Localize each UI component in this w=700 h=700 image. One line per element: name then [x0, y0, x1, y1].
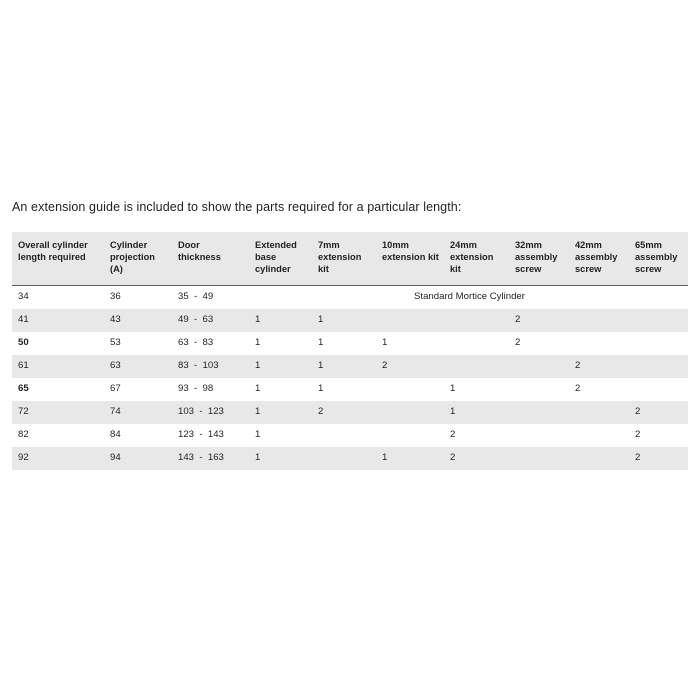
cell-7mm-extension-kit: 2 [318, 406, 324, 418]
door-thickness-range: 49 - 63 [178, 314, 214, 326]
column-header-7mm-extension-kit: 7mm extension kit [312, 232, 376, 285]
table-row [12, 309, 688, 332]
cell-overall-length: 61 [18, 360, 29, 372]
table-row [12, 332, 688, 355]
cell-overall-length: 82 [18, 429, 29, 441]
cell-65mm-assembly-screw: 2 [635, 406, 641, 418]
table-row [12, 285, 688, 309]
column-header-cylinder-projection: Cylinder projection (A) [104, 232, 172, 285]
cell-extended-base-cylinder: 1 [255, 429, 261, 441]
cell-overall-length: 65 [18, 383, 29, 395]
cell-10mm-extension-kit: 1 [382, 452, 388, 464]
cell-32mm-assembly-screw [509, 378, 569, 401]
cell-24mm-extension-kit [444, 355, 509, 378]
cell-65mm-assembly-screw: 2 [635, 452, 641, 464]
door-thickness-range: 83 - 103 [178, 360, 219, 372]
cell-extended-base-cylinder: 1 [255, 360, 261, 372]
cell-7mm-extension-kit: 1 [318, 360, 324, 372]
table-body [12, 285, 688, 470]
cell-7mm-extension-kit: 1 [318, 337, 324, 349]
cell-standard-mortice-note: Standard Mortice Cylinder [414, 291, 525, 303]
intro-paragraph: An extension guide is included to show the parts required for a particular length: [12, 200, 462, 214]
column-header-24mm-extension-kit: 24mm extension kit [444, 232, 509, 285]
cell-door-thickness [172, 285, 249, 309]
cell-cylinder-projection: 67 [110, 383, 121, 395]
table-row [12, 447, 688, 470]
column-header-overall-length: Overall cylinder length required [12, 232, 104, 285]
cell-24mm-extension-kit: 1 [450, 383, 456, 395]
cell-42mm-assembly-screw [569, 424, 629, 447]
column-header-32mm-assembly-screw: 32mm assembly screw [509, 232, 569, 285]
cell-7mm-extension-kit [312, 424, 376, 447]
cell-42mm-assembly-screw: 2 [575, 383, 581, 395]
cell-10mm-extension-kit [376, 309, 444, 332]
cell-24mm-extension-kit: 1 [450, 406, 456, 418]
cell-door-thickness [172, 401, 249, 424]
door-thickness-range: 143 - 163 [178, 452, 224, 464]
cell-door-thickness [172, 378, 249, 401]
door-thickness-range: 35 - 49 [178, 291, 214, 303]
cell-door-thickness [172, 424, 249, 447]
cell-cylinder-projection: 84 [110, 429, 121, 441]
cell-7mm-extension-kit: 1 [318, 314, 324, 326]
cell-door-thickness [172, 447, 249, 470]
cell-extended-base-cylinder: 1 [255, 383, 261, 395]
cell-cylinder-projection: 94 [110, 452, 121, 464]
cell-cylinder-projection: 63 [110, 360, 121, 372]
cell-extended-base-cylinder: 1 [255, 337, 261, 349]
cell-32mm-assembly-screw: 2 [515, 337, 521, 349]
table-row [12, 401, 688, 424]
cell-65mm-assembly-screw: 2 [635, 429, 641, 441]
cell-overall-length: 72 [18, 406, 29, 418]
cell-extended-base-cylinder: 1 [255, 314, 261, 326]
cell-overall-length: 92 [18, 452, 29, 464]
table-row [12, 378, 688, 401]
cell-cylinder-projection: 36 [110, 291, 121, 303]
column-header-65mm-assembly-screw: 65mm assembly screw [629, 232, 688, 285]
cell-65mm-assembly-screw [629, 378, 688, 401]
cell-overall-length: 34 [18, 291, 29, 303]
cell-32mm-assembly-screw [509, 424, 569, 447]
cell-10mm-extension-kit [376, 401, 444, 424]
cell-overall-length: 50 [18, 337, 29, 349]
cell-42mm-assembly-screw [569, 309, 629, 332]
cell-cylinder-projection: 53 [110, 337, 121, 349]
cell-32mm-assembly-screw [509, 401, 569, 424]
cell-cylinder-projection: 43 [110, 314, 121, 326]
cell-10mm-extension-kit: 1 [382, 337, 388, 349]
cell-24mm-extension-kit: 2 [450, 429, 456, 441]
column-header-extended-base-cylinder: Extended base cylinder [249, 232, 312, 285]
column-header-10mm-extension-kit: 10mm extension kit [376, 232, 444, 285]
cell-24mm-extension-kit: 2 [450, 452, 456, 464]
cell-32mm-assembly-screw [509, 355, 569, 378]
cell-10mm-extension-kit: 2 [382, 360, 388, 372]
cell-door-thickness [172, 332, 249, 355]
cell-65mm-assembly-screw [629, 355, 688, 378]
cell-cylinder-projection: 74 [110, 406, 121, 418]
cell-7mm-extension-kit: 1 [318, 383, 324, 395]
door-thickness-range: 103 - 123 [178, 406, 224, 418]
cell-32mm-assembly-screw: 2 [515, 314, 521, 326]
door-thickness-range: 123 - 143 [178, 429, 224, 441]
cell-10mm-extension-kit [376, 378, 444, 401]
cell-24mm-extension-kit [444, 332, 509, 355]
cell-door-thickness [172, 309, 249, 332]
table-header [12, 232, 688, 285]
table-header-row [12, 232, 688, 285]
cell-10mm-extension-kit [376, 424, 444, 447]
cell-24mm-extension-kit [444, 309, 509, 332]
cell-65mm-assembly-screw [629, 309, 688, 332]
door-thickness-range: 93 - 98 [178, 383, 214, 395]
cell-42mm-assembly-screw [569, 332, 629, 355]
cell-door-thickness [172, 355, 249, 378]
table-row [12, 424, 688, 447]
cell-42mm-assembly-screw [569, 447, 629, 470]
door-thickness-range: 63 - 83 [178, 337, 214, 349]
cell-65mm-assembly-screw [629, 332, 688, 355]
extension-guide-table-container [12, 232, 688, 470]
column-header-door-thickness: Door thickness [172, 232, 249, 285]
cell-overall-length: 41 [18, 314, 29, 326]
cell-extended-base-cylinder: 1 [255, 406, 261, 418]
column-header-42mm-assembly-screw: 42mm assembly screw [569, 232, 629, 285]
cell-extended-base-cylinder: 1 [255, 452, 261, 464]
table-row [12, 355, 688, 378]
cell-7mm-extension-kit [312, 447, 376, 470]
cell-32mm-assembly-screw [509, 447, 569, 470]
cell-42mm-assembly-screw: 2 [575, 360, 581, 372]
cell-42mm-assembly-screw [569, 401, 629, 424]
extension-guide-table [12, 232, 688, 470]
